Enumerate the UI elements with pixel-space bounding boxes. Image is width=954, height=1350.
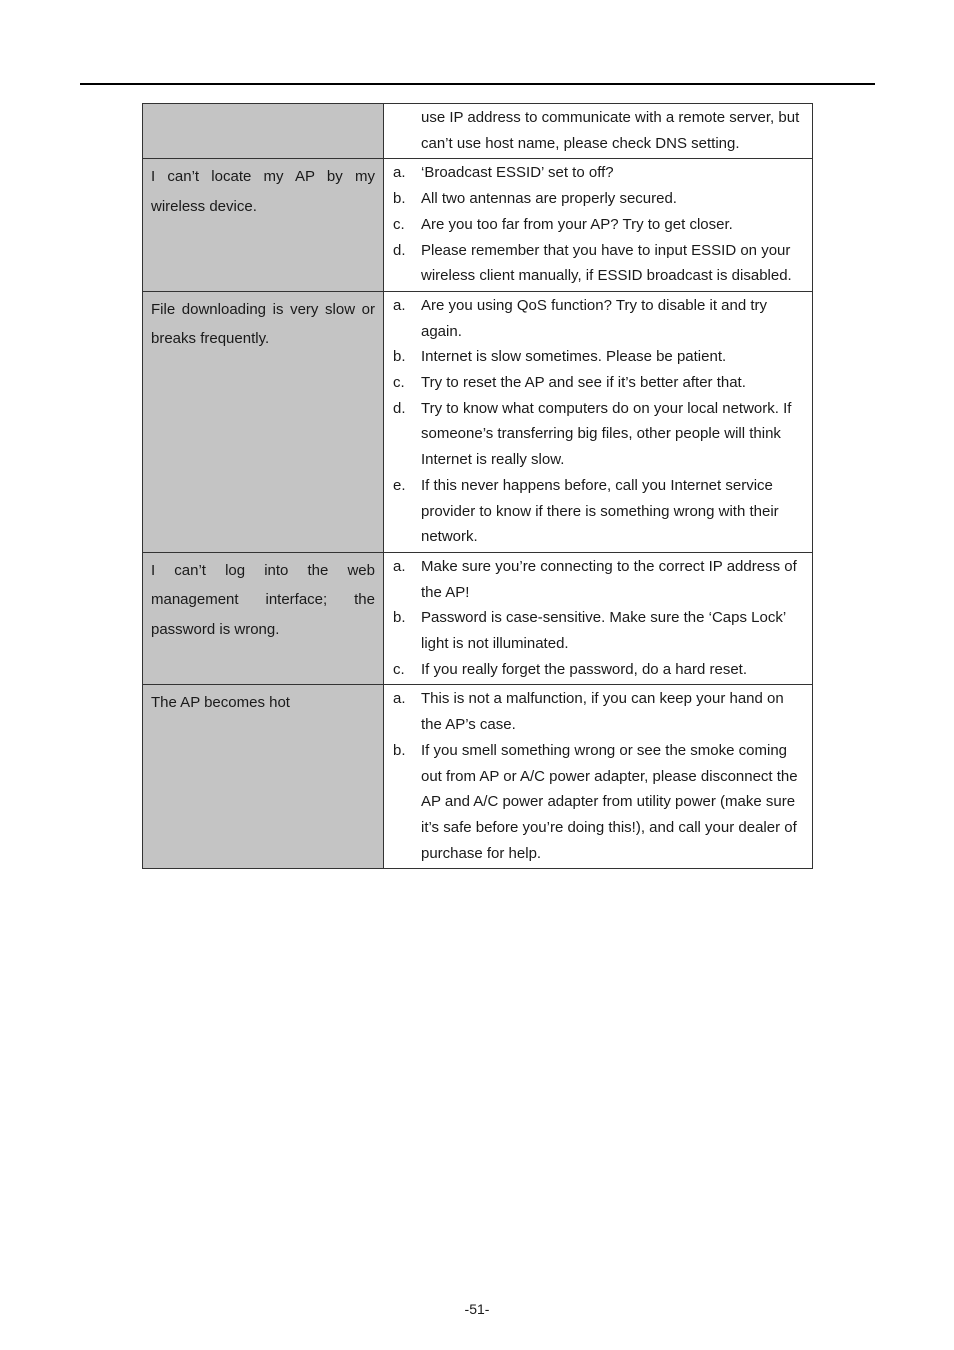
list-item <box>392 186 804 212</box>
list-item <box>392 293 804 344</box>
list-item <box>392 396 804 473</box>
header-rule <box>80 83 875 85</box>
list-item-text: Are you too far from your AP? Try to get closer. <box>421 215 733 233</box>
list-item-text: If this never happens before, call you Internet service provider to know if there is something wrong with their network. <box>421 476 779 546</box>
list-item-text: ‘Broadcast ESSID’ set to off? <box>421 164 614 182</box>
solution-cell <box>384 552 813 685</box>
list-item <box>392 554 804 605</box>
list-item <box>392 657 804 683</box>
list-item-text: Password is case-sensitive. Make sure the ‘Caps Lock’ light is not illuminated. <box>421 609 786 653</box>
list-marker: a. <box>393 690 406 708</box>
problem-cell <box>143 104 384 159</box>
list-marker: d. <box>393 241 406 259</box>
page-number: -51- <box>464 1301 490 1317</box>
list-marker: b. <box>393 348 406 366</box>
list-item-text: Are you using QoS function? Try to disable it and try again. <box>421 296 768 340</box>
troubleshooting-table <box>142 103 813 869</box>
list-item-text: This is not a malfunction, if you can keep your hand on the AP’s case. <box>421 690 784 734</box>
list-marker: b. <box>393 741 406 759</box>
list-item <box>392 605 804 656</box>
solution-continuation: use IP address to communicate with a remote server, but can’t use host name, please check DNS setting. <box>421 109 800 152</box>
list-marker: d. <box>393 399 406 417</box>
list-item-text: Internet is slow sometimes. Please be patient. <box>421 348 727 366</box>
list-item <box>392 738 804 867</box>
list-item <box>392 212 804 238</box>
list-marker: c. <box>393 374 405 392</box>
list-marker: a. <box>393 557 406 575</box>
list-item <box>392 344 804 370</box>
list-item <box>392 370 804 396</box>
list-marker: a. <box>393 296 406 314</box>
list-marker: a. <box>393 164 406 182</box>
table-row <box>143 104 813 159</box>
list-marker: c. <box>393 660 405 678</box>
list-item <box>392 238 804 289</box>
list-item-text: If you really forget the password, do a hard reset. <box>421 660 748 678</box>
list-item <box>392 686 804 737</box>
solution-cell <box>384 104 813 159</box>
list-item <box>392 473 804 550</box>
list-marker: b. <box>393 609 406 627</box>
problem-cell: File downloading is very slow or breaks frequently. <box>143 291 384 552</box>
list-item-text: Make sure you’re connecting to the correct IP address of the AP! <box>421 557 797 601</box>
list-item-text: If you smell something wrong or see the smoke coming out from AP or A/C power adapter, please disconnect the AP and A/C power adapter from utility power (make sure it’s safe before you’re doing this!), and call your dealer of purchase for help. <box>421 741 798 862</box>
table-row <box>143 552 813 685</box>
table-row <box>143 159 813 292</box>
list-item-text: All two antennas are properly secured. <box>421 190 677 208</box>
table-row <box>143 685 813 869</box>
solution-cell <box>384 291 813 552</box>
problem-cell: The AP becomes hot <box>143 685 384 869</box>
list-marker: b. <box>393 190 406 208</box>
list-item <box>392 160 804 186</box>
list-marker: e. <box>393 476 406 494</box>
list-item-text: Try to know what computers do on your local network. If someone’s transferring big files, other people will think Internet is really slow. <box>421 399 792 469</box>
problem-cell: I can’t locate my AP by my wireless device. <box>143 159 384 292</box>
list-item-text: Please remember that you have to input ESSID on your wireless client manually, if ESSID broadcast is disabled. <box>421 241 792 285</box>
list-item-text: Try to reset the AP and see if it’s better after that. <box>421 374 746 392</box>
solution-cell <box>384 685 813 869</box>
list-marker: c. <box>393 215 405 233</box>
table-row <box>143 291 813 552</box>
solution-cell <box>384 159 813 292</box>
problem-cell: I can’t log into the web management interface; the password is wrong. <box>143 552 384 685</box>
